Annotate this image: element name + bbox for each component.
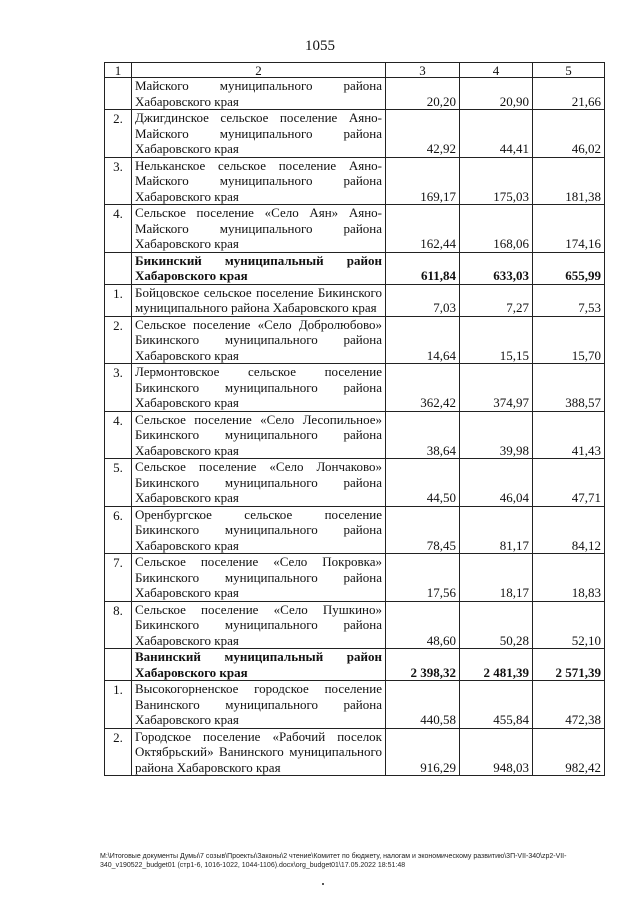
row-value-year3-cell: 655,99 [533, 252, 605, 284]
row-number-cell: 3. [105, 157, 132, 205]
row-value-year3-cell: 472,38 [533, 681, 605, 729]
row-value-year1-cell: 169,17 [386, 157, 460, 205]
document-path-footer: M:\Итоговые документы Думы\7 созыв\Проекты\Законы\2 чтение\Комитет по бюджету, налогам и экономическому развитию\3П-VII-340\zp2-VII-340_v190522_budget01 (стр1-6, 1016-1022, 1044-1106).docx\org_budget01\17.05.2022 18:51:48 [100, 853, 567, 869]
row-value-year1-cell: 2 398,32 [386, 649, 460, 681]
row-value-year1-cell: 162,44 [386, 205, 460, 253]
row-value-year2-cell: 633,03 [460, 252, 533, 284]
row-value-year2-cell: 374,97 [460, 364, 533, 412]
row-number-cell: 3. [105, 364, 132, 412]
row-value-year1-cell: 17,56 [386, 554, 460, 602]
row-value-year3-cell: 174,16 [533, 205, 605, 253]
row-value-year3-cell: 982,42 [533, 728, 605, 776]
row-value-year1-cell: 7,03 [386, 284, 460, 316]
row-value-year2-cell: 20,90 [460, 78, 533, 110]
row-value-year1-cell: 48,60 [386, 601, 460, 649]
row-number-cell [105, 78, 132, 110]
row-name-cell: Сельское поселение «Село Лончаково» Бикинского муниципального района Хабаровского края [132, 459, 386, 507]
row-value-year3-cell: 84,12 [533, 506, 605, 554]
row-value-year1-cell: 44,50 [386, 459, 460, 507]
page-number: 1055 [305, 38, 335, 54]
row-name-cell: Сельское поселение «Село Покровка» Бикинского муниципального района Хабаровского края [132, 554, 386, 602]
row-value-year2-cell: 2 481,39 [460, 649, 533, 681]
row-number-cell: 1. [105, 284, 132, 316]
row-value-year2-cell: 39,98 [460, 411, 533, 459]
row-value-year3-cell: 7,53 [533, 284, 605, 316]
row-value-year3-cell: 388,57 [533, 364, 605, 412]
row-name-cell: Бойцовское сельское поселение Бикинского муниципального района Хабаровского края [132, 284, 386, 316]
row-number-cell: 5. [105, 459, 132, 507]
row-value-year2-cell: 175,03 [460, 157, 533, 205]
row-value-year3-cell: 47,71 [533, 459, 605, 507]
row-value-year3-cell: 18,83 [533, 554, 605, 602]
table-row [105, 110, 605, 158]
header-cell-1: 1 [105, 63, 132, 78]
table-row [105, 78, 605, 110]
row-name-cell: Ванинский муниципальный район Хабаровского края [132, 649, 386, 681]
row-name-cell: Бикинский муниципальный район Хабаровского края [132, 252, 386, 284]
row-name-cell: Оренбургское сельское поселение Бикинского муниципального района Хабаровского края [132, 506, 386, 554]
row-value-year2-cell: 455,84 [460, 681, 533, 729]
row-number-cell [105, 252, 132, 284]
table-row [105, 157, 605, 205]
table-row [105, 554, 605, 602]
table-row [105, 728, 605, 776]
row-number-cell: 8. [105, 601, 132, 649]
table-group-row [105, 252, 605, 284]
row-value-year1-cell: 916,29 [386, 728, 460, 776]
row-value-year3-cell: 46,02 [533, 110, 605, 158]
row-value-year1-cell: 38,64 [386, 411, 460, 459]
row-number-cell: 2. [105, 728, 132, 776]
row-value-year2-cell: 50,28 [460, 601, 533, 649]
table-row [105, 364, 605, 412]
row-value-year3-cell: 181,38 [533, 157, 605, 205]
row-value-year3-cell: 2 571,39 [533, 649, 605, 681]
row-value-year2-cell: 7,27 [460, 284, 533, 316]
table-row [105, 681, 605, 729]
row-number-cell: 4. [105, 205, 132, 253]
table-header-row [105, 63, 605, 78]
row-number-cell: 6. [105, 506, 132, 554]
row-value-year2-cell: 18,17 [460, 554, 533, 602]
row-name-cell: Майского муниципального района Хабаровского края [132, 78, 386, 110]
row-number-cell: 4. [105, 411, 132, 459]
row-value-year3-cell: 21,66 [533, 78, 605, 110]
row-value-year3-cell: 52,10 [533, 601, 605, 649]
row-value-year2-cell: 948,03 [460, 728, 533, 776]
scan-dot [322, 883, 324, 885]
table-row [105, 459, 605, 507]
row-name-cell: Высокогорненское городское поселение Ванинского муниципального района Хабаровского края [132, 681, 386, 729]
row-value-year3-cell: 15,70 [533, 316, 605, 364]
row-value-year2-cell: 15,15 [460, 316, 533, 364]
row-name-cell: Городское поселение «Рабочий поселок Октябрьский» Ванинского муниципального района Хабаровского края [132, 728, 386, 776]
row-name-cell: Сельское поселение «Село Пушкино» Бикинского муниципального района Хабаровского края [132, 601, 386, 649]
table-row [105, 316, 605, 364]
header-cell-2: 2 [132, 63, 386, 78]
row-number-cell: 2. [105, 316, 132, 364]
row-value-year1-cell: 440,58 [386, 681, 460, 729]
table-row [105, 411, 605, 459]
table-row [105, 506, 605, 554]
row-value-year1-cell: 20,20 [386, 78, 460, 110]
row-number-cell: 7. [105, 554, 132, 602]
header-cell-5: 5 [533, 63, 605, 78]
row-name-cell: Нельканское сельское поселение Аяно-Майского муниципального района Хабаровского края [132, 157, 386, 205]
table-group-row [105, 649, 605, 681]
header-cell-4: 4 [460, 63, 533, 78]
budget-table [104, 62, 605, 776]
row-number-cell: 2. [105, 110, 132, 158]
row-name-cell: Сельское поселение «Село Аян» Аяно-Майского муниципального района Хабаровского края [132, 205, 386, 253]
row-name-cell: Джигдинское сельское поселение Аяно-Майского муниципального района Хабаровского края [132, 110, 386, 158]
row-value-year2-cell: 81,17 [460, 506, 533, 554]
table-row [105, 601, 605, 649]
row-name-cell: Лермонтовское сельское поселение Бикинского муниципального района Хабаровского края [132, 364, 386, 412]
row-name-cell: Сельское поселение «Село Добролюбово» Бикинского муниципального района Хабаровского края [132, 316, 386, 364]
row-name-cell: Сельское поселение «Село Лесопильное» Бикинского муниципального района Хабаровского края [132, 411, 386, 459]
header-cell-3: 3 [386, 63, 460, 78]
row-number-cell: 1. [105, 681, 132, 729]
row-value-year2-cell: 44,41 [460, 110, 533, 158]
row-value-year2-cell: 168,06 [460, 205, 533, 253]
row-value-year1-cell: 362,42 [386, 364, 460, 412]
row-value-year2-cell: 46,04 [460, 459, 533, 507]
row-number-cell [105, 649, 132, 681]
row-value-year1-cell: 78,45 [386, 506, 460, 554]
row-value-year1-cell: 42,92 [386, 110, 460, 158]
row-value-year3-cell: 41,43 [533, 411, 605, 459]
row-value-year1-cell: 611,84 [386, 252, 460, 284]
row-value-year1-cell: 14,64 [386, 316, 460, 364]
table-row [105, 205, 605, 253]
table-row [105, 284, 605, 316]
